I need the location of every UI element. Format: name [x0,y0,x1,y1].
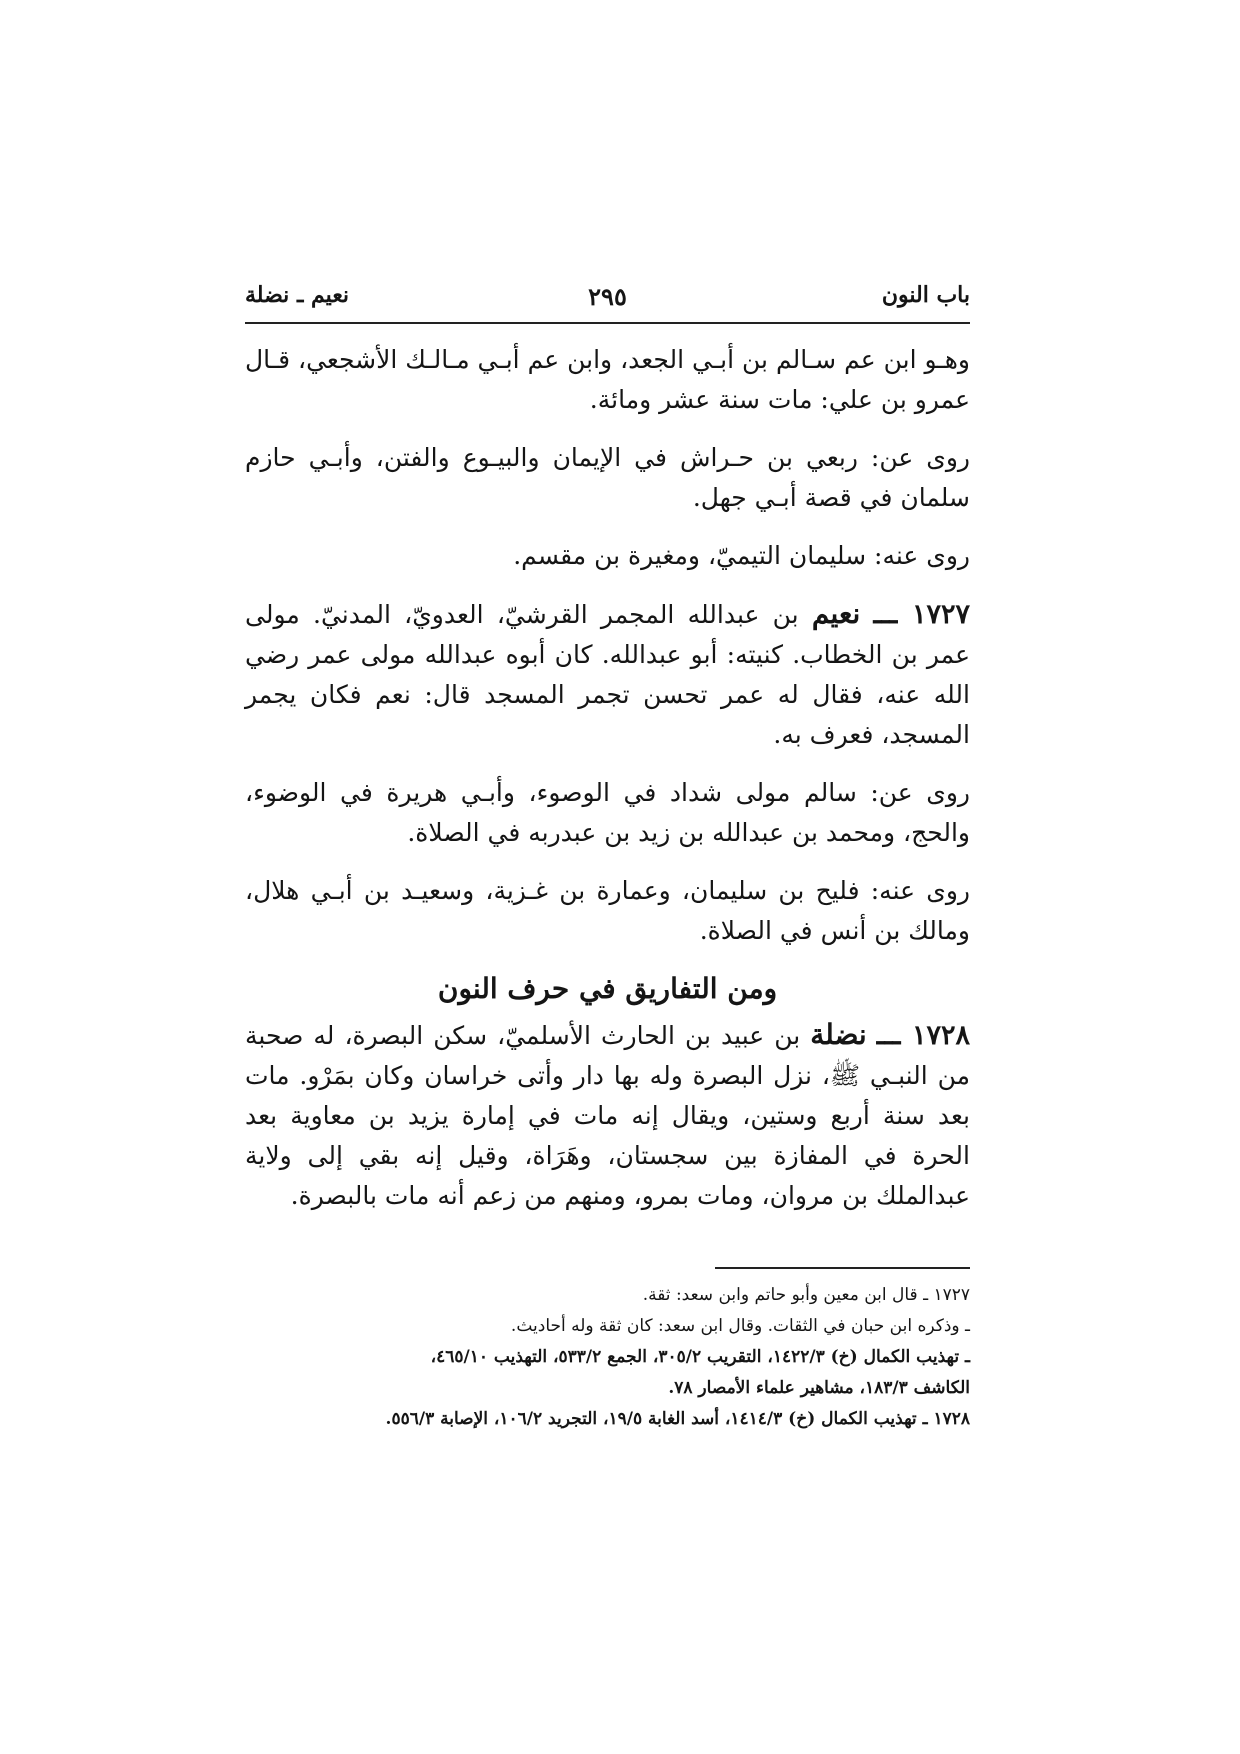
entry-1727 [245,594,970,755]
entry-number: ١٧٢٨ ـــ [876,1020,970,1051]
entry-1727-narrated-from: روى عن: سالم مولى شداد في الوصوء، وأبـي هريرة في الوضوء، والحج، ومحمد بن عبدالله بن زيد بن عبدربه في الصلاة. [245,778,970,847]
entry-1728 [245,1015,970,1216]
footnote-line: ـ تهذيب الكمال (خ) ١٤٢٢/٣، التقريب ٣٠٥/٢، الجمع ٥٣٣/٢، التهذيب ٤٦٥/١٠، [430,1347,970,1367]
entry-name: نضلة [810,1018,867,1051]
entry-number: ١٧٢٧ ـــ [873,599,970,630]
footnote-line: ١٧٢٨ ـ تهذيب الكمال (خ) ١٤١٤/٣، أسد الغابة ١٩/٥، التجريد ١٠٦/٢، الإصابة ٥٥٦/٣. [385,1409,970,1429]
footnote-line: الكاشف ١٨٣/٣، مشاهير علماء الأمصار ٧٨. [668,1378,970,1398]
chapter-title: باب النون [881,282,970,308]
entry-text: بن عبيد بن الحارث الأسلميّ، سكن البصرة، له صحبة من النبـي ﷺ، نزل البصرة وله بها دار وأتى خراسان وكان بمَرْو. مات بعد سنة أربع وستين، ويقال إنه مات في إمارة يزيد بن معاوية بعد الحرة في المفازة بين سجستان، وهَرَاة، وقيل إنه بقي إلى ولاية عبدالملك بن مروان، ومات بمرو، ومنهم من زعم أنه مات بالبصرة. [245,1021,970,1210]
page-header [245,282,970,324]
paragraph-narrated-from: روى عن: ربعي بن حـراش في الإيمان والبيـوع والفتن، وأبـي حازم سلمان في قصة أبـي جهل. [245,443,970,512]
paragraph-continuation: وهـو ابن عم سـالم بن أبـي الجعد، وابن عم أبـي مـالـك الأشجعي، قـال عمرو بن علي: مات سنة عشر ومائة. [245,345,970,414]
entry-text: بن عبدالله المجمر القرشيّ، العدويّ، المدنيّ. مولى عمر بن الخطاب. كنيته: أبو عبدالله. كان أبوه عبدالله مولى عمر رضي الله عنه، فقال له عمر تحسن تجمر المسجد قال: نعم فكان يجمر المسجد، فعرف به. [245,600,970,749]
entry-name: نعيم [811,597,861,630]
page-number: ٢٩٥ [588,282,627,311]
footnotes [245,1280,970,1435]
footnote-line: ١٧٢٧ ـ قال ابن معين وأبو حاتم وابن سعد: ثقة. [642,1285,970,1305]
footnote-divider [715,1267,970,1269]
running-title: نعيم ـ نضلة [245,282,350,308]
main-text [245,340,970,1234]
section-title: ومن التفاريق في حرف النون [437,972,778,1005]
footnote-line: ـ وذكره ابن حبان في الثقات. وقال ابن سعد: كان ثقة وله أحاديث. [510,1316,970,1336]
entry-1727-narrated-by: روى عنه: فليح بن سليمان، وعمارة بن غـزية، وسعيـد بن أبـي هلال، ومالك بن أنس في الصلاة. [245,876,970,945]
paragraph-narrated-by: روى عنه: سليمان التيميّ، ومغيرة بن مقسم. [513,541,970,570]
